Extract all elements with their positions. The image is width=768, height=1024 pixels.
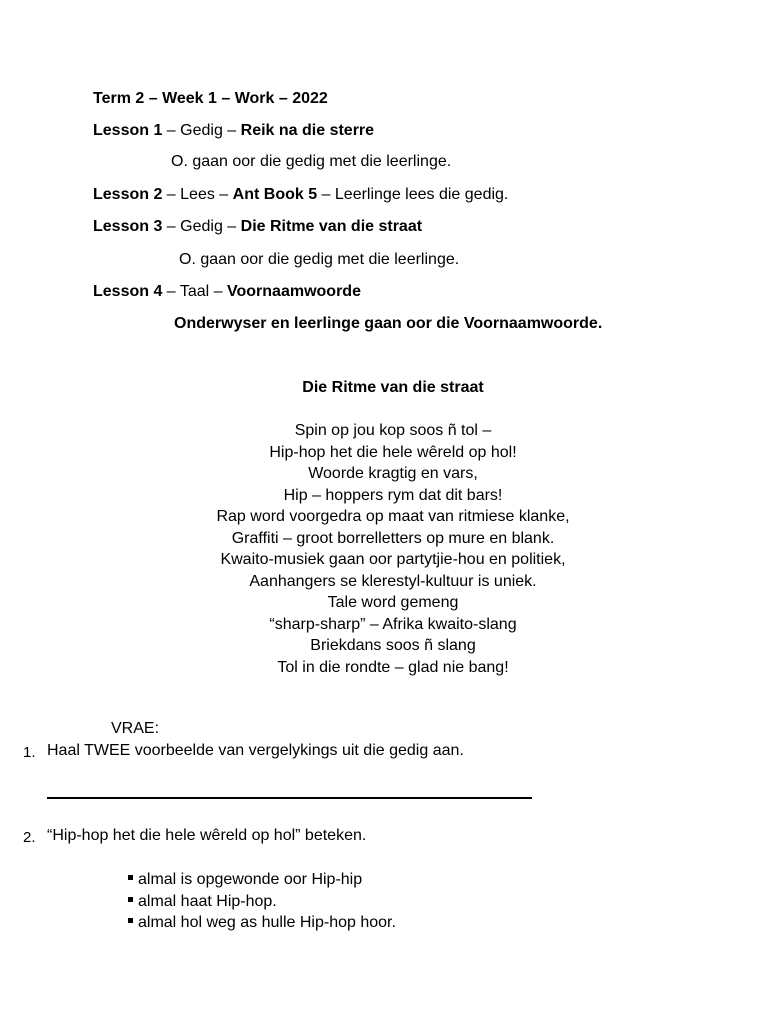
- lesson-2-sep2: –: [214, 186, 233, 203]
- lesson-4-label: Lesson 4: [93, 283, 163, 300]
- lesson-4-type: Taal: [179, 283, 210, 300]
- lesson-3-type: Gedig: [180, 218, 223, 235]
- answer-options: [128, 869, 396, 934]
- poem-line: Tale word gemeng: [327, 594, 459, 611]
- lesson-2-topic: Ant Book 5: [232, 186, 318, 203]
- lesson-2-sep1: –: [162, 186, 181, 203]
- bullet-square-icon: [128, 875, 133, 880]
- poem-line: “sharp-sharp” – Afrika kwaito-slang: [269, 615, 517, 633]
- poem-line: Tol in die rondte – glad nie bang!: [277, 658, 509, 676]
- question-2-number: 2.: [23, 829, 36, 846]
- poem-body: [0, 420, 768, 678]
- lesson-1-note: O. gaan oor die gedig met die leerlinge.: [171, 153, 452, 170]
- option-text: almal is opgewonde oor Hip-hip: [138, 871, 363, 888]
- lesson-1-row: [93, 121, 374, 141]
- lesson-3-row: [93, 217, 422, 237]
- poem-title: Die Ritme van die straat: [302, 379, 484, 396]
- option-text: almal haat Hip-hop.: [138, 892, 277, 910]
- poem-line: Briekdans soos ñ slang: [310, 637, 476, 654]
- lesson-1-type: Gedig: [180, 122, 223, 139]
- lesson-3-topic: Die Ritme van die straat: [240, 218, 423, 235]
- lesson-4-sep2: –: [209, 283, 228, 300]
- answer-line: [47, 797, 532, 799]
- option-text: almal hol weg as hulle Hip-hop hoor.: [138, 914, 396, 931]
- lesson-1-sep1: –: [162, 122, 181, 139]
- poem-line: Hip – hoppers rym dat dit bars!: [283, 486, 503, 504]
- lesson-4-row: [93, 282, 361, 302]
- lesson-2-label: Lesson 2: [93, 186, 163, 203]
- poem-line: Hip-hop het die hele wêreld op hol!: [269, 443, 517, 461]
- lesson-1-topic: Reik na die sterre: [240, 122, 375, 139]
- question-2-text: “Hip-hop het die hele wêreld op hol” beteken.: [47, 827, 367, 844]
- option-item: [128, 891, 396, 913]
- poem-line: Kwaito-musiek gaan oor partytjie-hou en politiek,: [220, 551, 566, 568]
- poem-line: Woorde kragtig en vars,: [308, 465, 478, 482]
- lesson-2-type: Lees: [180, 186, 215, 203]
- poem-line: Aanhangers se klerestyl-kultuur is uniek.: [249, 572, 537, 590]
- lesson-3-sep2: –: [222, 218, 241, 235]
- lesson-3-note: O. gaan oor die gedig met die leerlinge.: [179, 251, 460, 268]
- lesson-4-topic: Voornaamwoorde: [227, 283, 361, 300]
- lesson-1-sep2: –: [222, 122, 241, 139]
- option-item: [128, 869, 396, 891]
- poem-line: Spin op jou kop soos ñ tol –: [294, 422, 492, 439]
- lesson-2-after: – Leerlinge lees die gedig.: [317, 186, 509, 203]
- bullet-square-icon: [128, 918, 133, 923]
- lesson-1-label: Lesson 1: [93, 122, 163, 139]
- question-1-number: 1.: [23, 744, 36, 761]
- poem-line: Graffiti – groot borrelletters op mure en blank.: [231, 529, 555, 547]
- questions-heading: VRAE:: [111, 720, 160, 737]
- lesson-4-sep1: –: [162, 283, 180, 300]
- question-1-text: Haal TWEE voorbeelde van vergelykings uit die gedig aan.: [47, 742, 464, 759]
- option-item: [128, 912, 396, 934]
- lesson-2-row: [93, 185, 508, 205]
- page-title: Term 2 – Week 1 – Work – 2022: [93, 90, 328, 107]
- lesson-3-label: Lesson 3: [93, 218, 163, 235]
- lesson-3-sep1: –: [162, 218, 181, 235]
- lesson-4-note: Onderwyser en leerlinge gaan oor die Voornaamwoorde.: [174, 315, 603, 332]
- poem-line: Rap word voorgedra op maat van ritmiese klanke,: [216, 508, 570, 525]
- bullet-square-icon: [128, 897, 133, 902]
